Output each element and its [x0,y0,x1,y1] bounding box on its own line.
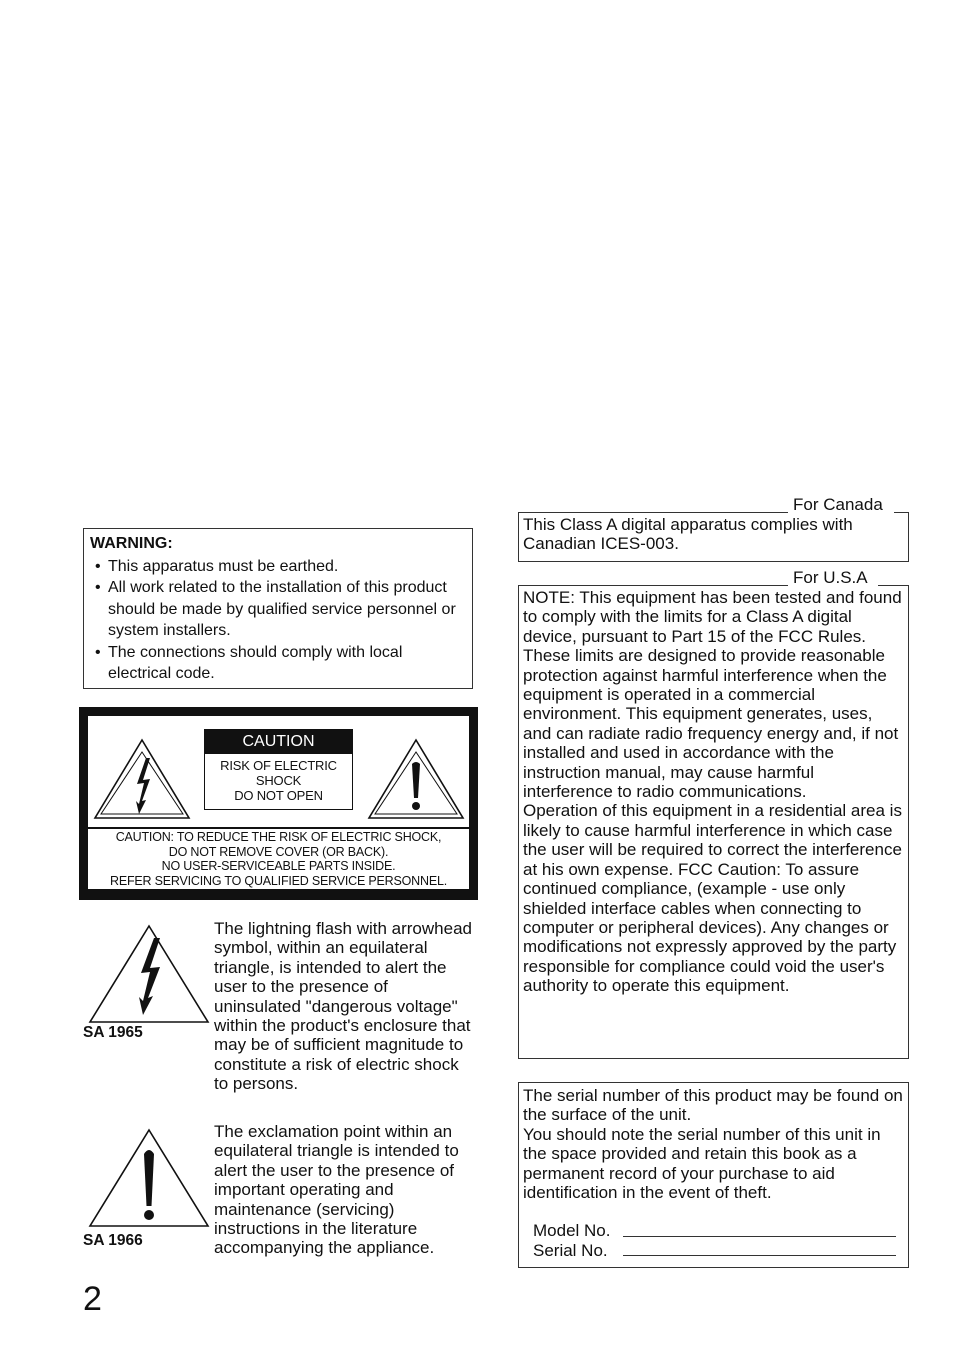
symbol-description: The lightning flash with arrowhead symbol, within an equilateral triangle, is intended to alert the user to the presence of uninsulated "dangerous voltage" within the product's enclosure that may be of sufficient magnitude to constitute a risk of electric shock to persons. [214,919,472,1094]
caution-bottom-line: REFER SERVICING TO QUALIFIED SERVICE PERSONNEL. [110,873,447,888]
usa-paragraph: These limits are designed to provide reasonable protection against harmful interference when the equipment is operated in a commercial environment. This equipment generates, uses, and can radiate radio frequency energy and, if not installed and used in accordance with the instruction manual, may cause harmful interference to radio communications. [523,646,899,802]
symbol-code-label: SA 1966 [83,1232,143,1249]
caution-center-line: DO NOT OPEN [234,788,323,803]
caution-bottom-line: CAUTION: TO REDUCE THE RISK OF ELECTRIC SHOCK, [115,830,442,844]
usa-paragraph: Operation of this equipment in a residential area is likely to cause harmful interference in which case the user will be required to correct the interference at his own expense. FCC Caution: To assure continued compliance, (example - use only shielded interface cables when connecting to computer or peripheral devices). Any changes or modifications not expressly approved by the party responsible for compliance could void the user's authority to operate this equipment. [523,801,902,996]
caution-bottom-line: NO USER-SERVICEABLE PARTS INSIDE. [161,859,396,873]
caution-label [79,707,478,900]
serial-paragraph: You should note the serial number of this unit in the space provided and retain this book as a permanent record of your purchase to aid identification in the event of theft. [523,1124,881,1203]
usa-box [518,585,909,1059]
caution-bottom-line: DO NOT REMOVE COVER (OR BACK). [168,844,389,859]
caution-center-line: SHOCK [255,773,302,788]
caution-label-top [88,716,469,828]
symbol-code-label: SA 1965 [83,1024,143,1041]
serial-number-label: Serial No. [533,1241,608,1260]
lightning-triangle-icon [93,738,191,820]
warning-item: • All work related to the installation of this product should be made by qualified service personnel or system installers. [90,577,464,642]
serial-paragraph: The serial number of this product may be found on the surface of the unit. [523,1086,903,1125]
canada-tab: For Canada [789,495,887,514]
usa-paragraph: NOTE: This equipment has been tested and found to comply with the limits for a Class A digital device, pursuant to Part 15 of the FCC Rules. [523,588,902,646]
warning-box [83,528,473,689]
usa-tab: For U.S.A [789,568,872,587]
model-number-line[interactable] [623,1236,896,1237]
exclamation-triangle-icon [88,1128,210,1228]
model-number-label: Model No. [533,1221,611,1240]
canada-box [518,512,909,562]
warning-list [90,556,464,685]
exclamation-triangle-icon [367,738,465,820]
page-number: 2 [83,1280,102,1318]
symbol-description: The exclamation point within an equilateral triangle is intended to alert the user to the presence of important operating and maintenance (servicing) instructions in the literature accompanying the appliance. [214,1122,459,1258]
caution-header: CAUTION [205,730,352,754]
caution-center-panel [204,729,353,810]
warning-title: WARNING: [90,535,173,552]
warning-item: • The connections should comply with local electrical code. [90,642,464,685]
warning-item: • This apparatus must be earthed. [90,556,464,578]
serial-number-line[interactable] [623,1255,896,1256]
caution-center-text [205,754,352,803]
lightning-triangle-icon [88,924,210,1024]
canada-text: This Class A digital apparatus complies with Canadian ICES-003. [523,515,853,554]
caution-center-line: RISK OF ELECTRIC [220,758,337,773]
caution-label-bottom [88,827,469,889]
